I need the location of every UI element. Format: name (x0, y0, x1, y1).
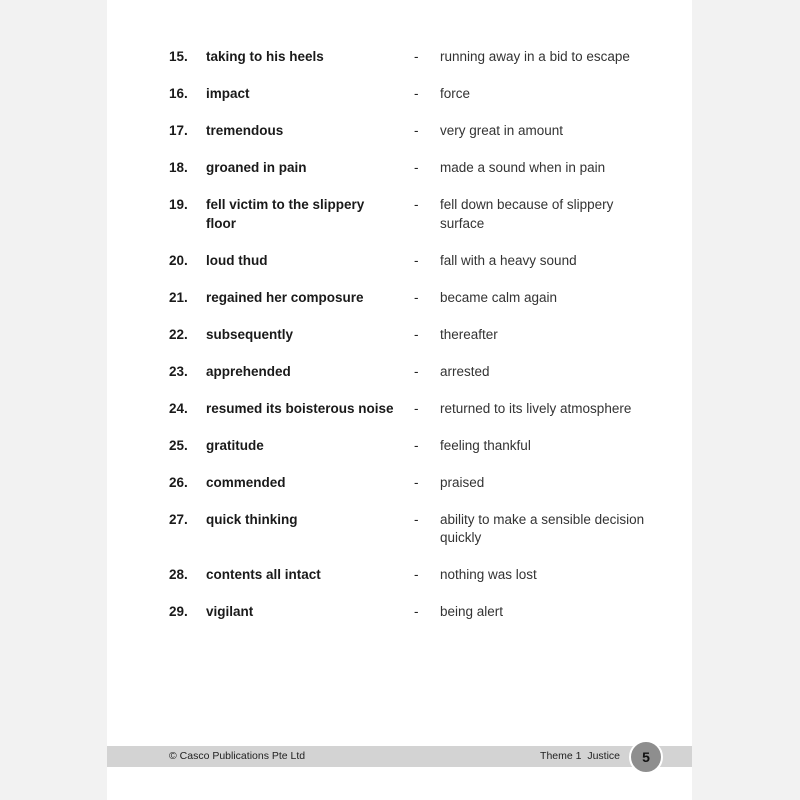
page-number-badge: 5 (629, 740, 663, 774)
entry-number: 17. (169, 123, 188, 138)
entry-definition: very great in amount (440, 123, 564, 138)
entry-definition: nothing was lost (440, 567, 537, 582)
entry-term: regained her composure (206, 289, 364, 305)
entry-term: tremendous (206, 123, 284, 138)
entry-dash: - (414, 604, 419, 619)
entry-term: fell victim to the slippery floor (206, 197, 365, 231)
entry-dash: - (414, 289, 419, 305)
list-item (107, 326, 692, 363)
list-item (107, 437, 692, 474)
entry-number: 15. (169, 49, 188, 64)
entry-definition: made a sound when in pain (440, 160, 606, 175)
vocabulary-list (107, 48, 692, 640)
list-item (107, 252, 692, 289)
entry-dash: - (414, 197, 419, 212)
entry-definition: fall with a heavy sound (440, 252, 577, 268)
entry-term: gratitude (206, 437, 264, 453)
entry-number: 16. (169, 86, 188, 101)
theme-label: Theme 1 Justice (540, 750, 620, 762)
entry-term: contents all intact (206, 567, 321, 582)
entry-dash: - (414, 49, 419, 64)
entry-number: 26. (169, 474, 188, 490)
entry-dash: - (414, 437, 419, 453)
entry-dash: - (414, 400, 419, 416)
entry-number: 29. (169, 604, 188, 619)
entry-definition: praised (440, 474, 485, 490)
list-item (107, 85, 692, 122)
entry-dash: - (414, 567, 419, 582)
entry-term: commended (206, 474, 286, 490)
entry-number: 28. (169, 567, 188, 582)
entry-definition: returned to its lively atmosphere (440, 400, 632, 416)
entry-number: 22. (169, 326, 188, 342)
entry-number: 20. (169, 252, 188, 268)
entry-dash: - (414, 252, 419, 268)
entry-definition: running away in a bid to escape (440, 49, 630, 64)
entry-definition: fell down because of slippery surface (440, 197, 614, 231)
entry-number: 21. (169, 289, 188, 305)
list-item (107, 122, 692, 159)
list-item (107, 566, 692, 603)
entry-term: resumed its boisterous noise (206, 400, 394, 416)
list-item (107, 196, 692, 252)
list-item (107, 48, 692, 85)
list-item (107, 511, 692, 567)
list-item (107, 159, 692, 196)
entry-definition: thereafter (440, 326, 498, 342)
list-item (107, 400, 692, 437)
entry-dash: - (414, 123, 419, 138)
entry-term: apprehended (206, 363, 291, 379)
entry-number: 18. (169, 160, 188, 175)
entry-number: 24. (169, 400, 188, 416)
entry-term: vigilant (206, 604, 254, 619)
entry-term: quick thinking (206, 511, 298, 527)
entry-dash: - (414, 511, 419, 527)
entry-definition: arrested (440, 363, 490, 379)
list-item (107, 603, 692, 640)
entry-term: impact (206, 86, 250, 101)
entry-definition: feeling thankful (440, 437, 531, 453)
list-item (107, 289, 692, 326)
entry-number: 19. (169, 197, 188, 212)
entry-dash: - (414, 474, 419, 490)
entry-term: groaned in pain (206, 160, 307, 175)
entry-dash: - (414, 363, 419, 379)
entry-dash: - (414, 160, 419, 175)
entry-definition: ability to make a sensible decision quickly (440, 511, 645, 545)
list-item (107, 474, 692, 511)
entry-term: loud thud (206, 252, 268, 268)
entry-term: taking to his heels (206, 49, 324, 64)
document-page (107, 0, 692, 800)
copyright-text: © Casco Publications Pte Ltd (169, 750, 306, 762)
entry-definition: force (440, 86, 471, 101)
entry-dash: - (414, 326, 419, 342)
entry-definition: being alert (440, 604, 504, 619)
entry-number: 25. (169, 437, 188, 453)
entry-dash: - (414, 86, 419, 101)
entry-number: 27. (169, 511, 188, 527)
entry-definition: became calm again (440, 289, 558, 305)
list-item (107, 363, 692, 400)
entry-number: 23. (169, 363, 188, 379)
page-footer (107, 746, 692, 767)
entry-term: subsequently (206, 326, 294, 342)
